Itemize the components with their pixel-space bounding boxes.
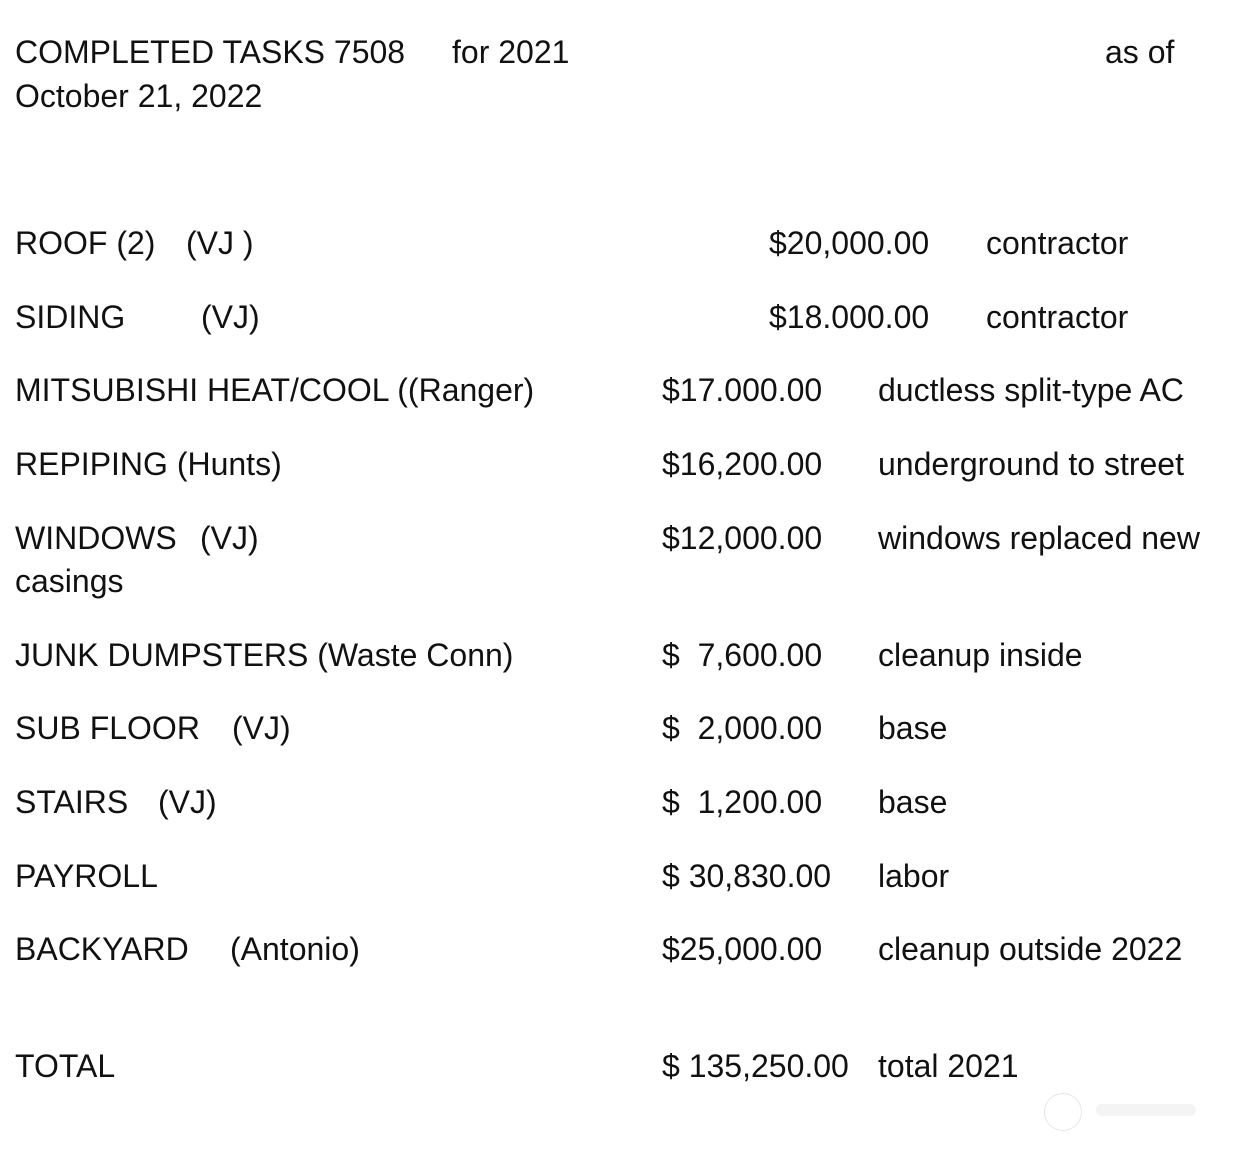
row-task: WINDOWS: [15, 520, 177, 556]
row-task: ROOF (2): [15, 225, 156, 261]
row-task: MITSUBISHI HEAT/COOL ((Ranger): [15, 372, 535, 408]
row-vendor: (VJ): [232, 710, 291, 746]
row-amount: $12,000.00: [662, 520, 823, 556]
row-note: contractor: [986, 299, 1129, 335]
row-note: cleanup outside 2022: [878, 931, 1183, 967]
watermark-mark: [1096, 1104, 1196, 1116]
document-date: October 21, 2022: [15, 78, 263, 114]
row-task: SIDING: [15, 299, 126, 335]
row-note: labor: [878, 858, 950, 894]
row-note-continuation: casings: [15, 563, 124, 599]
row-note: base: [878, 710, 948, 746]
row-amount: $25,000.00: [662, 931, 823, 967]
row-note: base: [878, 784, 948, 820]
row-amount: $ 2,000.00: [662, 710, 823, 746]
row-note: cleanup inside: [878, 637, 1083, 673]
document-title: COMPLETED TASKS 7508: [15, 34, 406, 70]
row-note: windows replaced new: [878, 520, 1200, 556]
row-task: SUB FLOOR: [15, 710, 200, 746]
row-vendor: (VJ): [200, 520, 259, 556]
total-amount: $ 135,250.00: [662, 1048, 849, 1084]
row-vendor: (VJ ): [186, 225, 254, 261]
row-vendor: (Antonio): [230, 931, 360, 967]
row-task: PAYROLL: [15, 858, 158, 894]
row-amount: $ 7,600.00: [662, 637, 823, 673]
row-vendor: (VJ): [201, 299, 260, 335]
row-vendor: (VJ): [158, 784, 217, 820]
row-note: underground to street: [878, 446, 1184, 482]
row-task: STAIRS: [15, 784, 129, 820]
as-of-label: as of: [1105, 34, 1175, 70]
row-amount: $18.000.00: [769, 299, 930, 335]
row-note: contractor: [986, 225, 1129, 261]
document-year: for 2021: [452, 34, 570, 70]
row-amount: $17.000.00: [662, 372, 823, 408]
total-label: TOTAL: [15, 1048, 116, 1084]
row-amount: $20,000.00: [769, 225, 930, 261]
total-note: total 2021: [878, 1048, 1019, 1084]
row-task: JUNK DUMPSTERS (Waste Conn): [15, 637, 514, 673]
row-task: REPIPING (Hunts): [15, 446, 282, 482]
row-amount: $ 1,200.00: [662, 784, 823, 820]
row-amount: $16,200.00: [662, 446, 823, 482]
row-note: ductless split-type AC: [878, 372, 1184, 408]
watermark-circle-icon: [1044, 1093, 1082, 1131]
row-task: BACKYARD: [15, 931, 189, 967]
row-amount: $ 30,830.00: [662, 858, 832, 894]
